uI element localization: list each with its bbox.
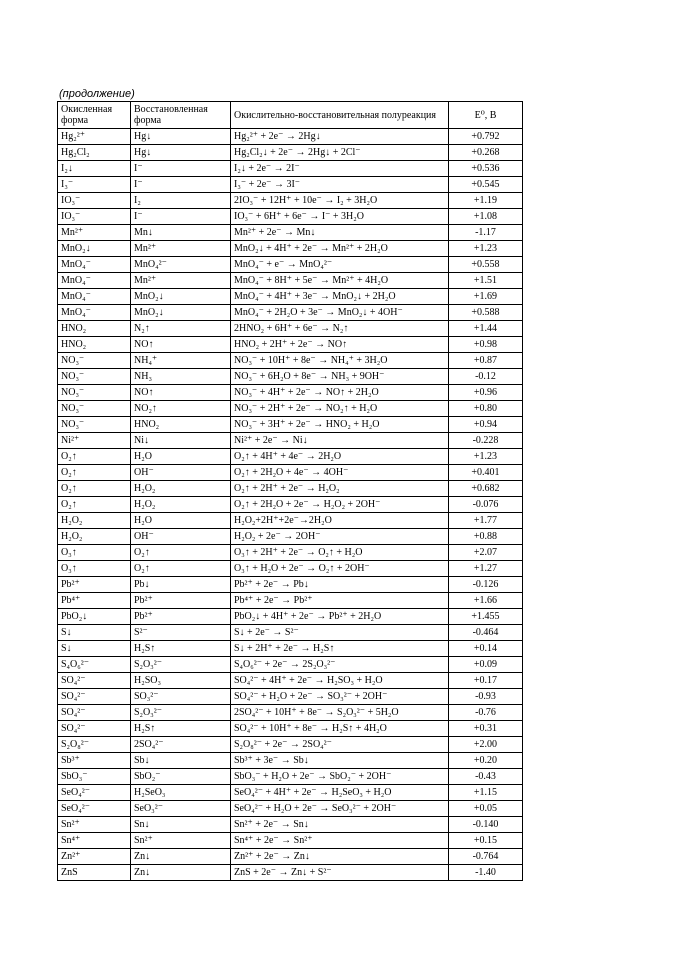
potential-cell: -0.140 <box>449 817 523 833</box>
half-reaction-cell: SbO₃⁻ + H₂O + 2e⁻ → SbO₂⁻ + 2OH⁻ <box>231 769 449 785</box>
reduced-form-cell: HNO₂ <box>131 417 231 433</box>
reduced-form-cell: I₂ <box>131 193 231 209</box>
potential-cell: +0.15 <box>449 833 523 849</box>
table-row <box>58 465 523 481</box>
half-reaction-cell: MnO₂↓ + 4H⁺ + 2e⁻ → Mn²⁺ + 2H₂O <box>231 241 449 257</box>
half-reaction-cell: Sn²⁺ + 2e⁻ → Sn↓ <box>231 817 449 833</box>
potential-cell: +1.77 <box>449 513 523 529</box>
table-row <box>58 561 523 577</box>
half-reaction-cell: H₂O₂ + 2e⁻ → 2OH⁻ <box>231 529 449 545</box>
oxidized-form-cell: O₃↑ <box>58 561 131 577</box>
half-reaction-cell: S↓ + 2H⁺ + 2e⁻ → H₂S↑ <box>231 641 449 657</box>
reduced-form-cell: Pb↓ <box>131 577 231 593</box>
half-reaction-cell: O₃↑ + 2H⁺ + 2e⁻ → O₂↑ + H₂O <box>231 545 449 561</box>
table-row <box>58 129 523 145</box>
oxidized-form-cell: I₃⁻ <box>58 177 131 193</box>
table-row <box>58 497 523 513</box>
table-row <box>58 289 523 305</box>
reduced-form-cell: NO₂↑ <box>131 401 231 417</box>
oxidized-form-cell: PbO₂↓ <box>58 609 131 625</box>
reduced-form-cell: H₂SeO₃ <box>131 785 231 801</box>
table-row <box>58 241 523 257</box>
oxidized-form-cell: IO₃⁻ <box>58 209 131 225</box>
reduced-form-cell: S²⁻ <box>131 625 231 641</box>
oxidized-form-cell: SO₄²⁻ <box>58 721 131 737</box>
potential-cell: -0.12 <box>449 369 523 385</box>
potential-cell: -0.43 <box>449 769 523 785</box>
reduced-form-cell: H₂SO₃ <box>131 673 231 689</box>
oxidized-form-cell: MnO₄⁻ <box>58 305 131 321</box>
oxidized-form-cell: SO₄²⁻ <box>58 689 131 705</box>
half-reaction-cell: HNO₂ + 2H⁺ + 2e⁻ → NO↑ <box>231 337 449 353</box>
reduced-form-cell: O₂↑ <box>131 561 231 577</box>
half-reaction-cell: NO₃⁻ + 3H⁺ + 2e⁻ → HNO₂ + H₂O <box>231 417 449 433</box>
half-reaction-cell: MnO₄⁻ + 4H⁺ + 3e⁻ → MnO₂↓ + 2H₂O <box>231 289 449 305</box>
half-reaction-cell: Zn²⁺ + 2e⁻ → Zn↓ <box>231 849 449 865</box>
oxidized-form-cell: Pb⁴⁺ <box>58 593 131 609</box>
half-reaction-cell: IO₃⁻ + 6H⁺ + 6e⁻ → I⁻ + 3H₂O <box>231 209 449 225</box>
table-row <box>58 657 523 673</box>
table-row <box>58 273 523 289</box>
oxidized-form-cell: O₂↑ <box>58 465 131 481</box>
half-reaction-cell: S₂O₈²⁻ + 2e⁻ → 2SO₄²⁻ <box>231 737 449 753</box>
table-row <box>58 593 523 609</box>
potential-cell: +1.19 <box>449 193 523 209</box>
table-row <box>58 337 523 353</box>
table-row <box>58 417 523 433</box>
half-reaction-cell: NO₃⁻ + 10H⁺ + 8e⁻ → NH₄⁺ + 3H₂O <box>231 353 449 369</box>
header-oxidized-form: Окисленная форма <box>58 102 131 129</box>
oxidized-form-cell: S↓ <box>58 625 131 641</box>
table-row <box>58 161 523 177</box>
table-row <box>58 433 523 449</box>
reduced-form-cell: Sn↓ <box>131 817 231 833</box>
potential-cell: -1.17 <box>449 225 523 241</box>
table-header-row <box>58 102 523 129</box>
oxidized-form-cell: MnO₄⁻ <box>58 273 131 289</box>
reduced-form-cell: S₂O₃²⁻ <box>131 657 231 673</box>
oxidized-form-cell: NO₃⁻ <box>58 385 131 401</box>
potential-cell: +0.536 <box>449 161 523 177</box>
reduced-form-cell: Mn²⁺ <box>131 273 231 289</box>
reduced-form-cell: 2SO₄²⁻ <box>131 737 231 753</box>
potential-cell: +2.07 <box>449 545 523 561</box>
reduced-form-cell: Zn↓ <box>131 865 231 881</box>
potential-cell: +1.455 <box>449 609 523 625</box>
half-reaction-cell: SO₄²⁻ + H₂O + 2e⁻ → SO₃²⁻ + 2OH⁻ <box>231 689 449 705</box>
table-row <box>58 849 523 865</box>
potential-cell: +0.545 <box>449 177 523 193</box>
table-row <box>58 385 523 401</box>
potential-cell: +0.558 <box>449 257 523 273</box>
half-reaction-cell: SeO₄²⁻ + H₂O + 2e⁻ → SeO₃²⁻ + 2OH⁻ <box>231 801 449 817</box>
reduced-form-cell: Hg↓ <box>131 145 231 161</box>
reduced-form-cell: Zn↓ <box>131 849 231 865</box>
table-row <box>58 321 523 337</box>
potential-cell: +0.94 <box>449 417 523 433</box>
potential-cell: +0.31 <box>449 721 523 737</box>
table-row <box>58 721 523 737</box>
oxidized-form-cell: Sn⁴⁺ <box>58 833 131 849</box>
table-row <box>58 449 523 465</box>
potential-cell: +0.682 <box>449 481 523 497</box>
table-row <box>58 689 523 705</box>
table-row <box>58 817 523 833</box>
reduced-form-cell: H₂O <box>131 449 231 465</box>
table-row <box>58 401 523 417</box>
table-row <box>58 529 523 545</box>
reduced-form-cell: Sn²⁺ <box>131 833 231 849</box>
oxidized-form-cell: I₂↓ <box>58 161 131 177</box>
reduced-form-cell: H₂S↑ <box>131 641 231 657</box>
oxidized-form-cell: SeO₄²⁻ <box>58 801 131 817</box>
half-reaction-cell: Hg₂²⁺ + 2e⁻ → 2Hg↓ <box>231 129 449 145</box>
potential-cell: +1.23 <box>449 241 523 257</box>
table-caption: (продолжение) <box>59 88 135 100</box>
potential-cell: +0.80 <box>449 401 523 417</box>
reduced-form-cell: MnO₄²⁻ <box>131 257 231 273</box>
oxidized-form-cell: NO₃⁻ <box>58 401 131 417</box>
half-reaction-cell: O₂↑ + 2H₂O + 4e⁻ → 4OH⁻ <box>231 465 449 481</box>
oxidized-form-cell: Hg₂²⁺ <box>58 129 131 145</box>
reduced-form-cell: Sb↓ <box>131 753 231 769</box>
oxidized-form-cell: NO₃⁻ <box>58 417 131 433</box>
table-row <box>58 145 523 161</box>
potential-cell: +1.69 <box>449 289 523 305</box>
table-row <box>58 225 523 241</box>
half-reaction-cell: NO₃⁻ + 4H⁺ + 2e⁻ → NO↑ + 2H₂O <box>231 385 449 401</box>
half-reaction-cell: NO₃⁻ + 6H₂O + 8e⁻ → NH₃ + 9OH⁻ <box>231 369 449 385</box>
half-reaction-cell: MnO₄⁻ + e⁻ → MnO₄²⁻ <box>231 257 449 273</box>
table-row <box>58 177 523 193</box>
reduced-form-cell: SeO₃²⁻ <box>131 801 231 817</box>
half-reaction-cell: SeO₄²⁻ + 4H⁺ + 2e⁻ → H₂SeO₃ + H₂O <box>231 785 449 801</box>
potential-cell: -0.126 <box>449 577 523 593</box>
table-row <box>58 513 523 529</box>
oxidized-form-cell: Mn²⁺ <box>58 225 131 241</box>
potential-cell: +0.98 <box>449 337 523 353</box>
oxidized-form-cell: S₄O₆²⁻ <box>58 657 131 673</box>
reduced-form-cell: NO↑ <box>131 337 231 353</box>
potential-cell: -1.40 <box>449 865 523 881</box>
half-reaction-cell: O₂↑ + 2H₂O + 2e⁻ → H₂O₂ + 2OH⁻ <box>231 497 449 513</box>
table-row <box>58 545 523 561</box>
potential-cell: +1.15 <box>449 785 523 801</box>
reduced-form-cell: NH₃ <box>131 369 231 385</box>
table-row <box>58 481 523 497</box>
potential-cell: +0.87 <box>449 353 523 369</box>
table-row <box>58 705 523 721</box>
half-reaction-cell: Ni²⁺ + 2e⁻ → Ni↓ <box>231 433 449 449</box>
table-row <box>58 833 523 849</box>
oxidized-form-cell: S₂O₈²⁻ <box>58 737 131 753</box>
potential-cell: +1.23 <box>449 449 523 465</box>
reduced-form-cell: H₂O <box>131 513 231 529</box>
half-reaction-cell: Pb²⁺ + 2e⁻ → Pb↓ <box>231 577 449 593</box>
potential-cell: +1.51 <box>449 273 523 289</box>
reduced-form-cell: Pb²⁺ <box>131 609 231 625</box>
half-reaction-cell: Mn²⁺ + 2e⁻ → Mn↓ <box>231 225 449 241</box>
half-reaction-cell: 2HNO₂ + 6H⁺ + 6e⁻ → N₂↑ <box>231 321 449 337</box>
potential-cell: +0.88 <box>449 529 523 545</box>
potential-cell: +0.96 <box>449 385 523 401</box>
oxidized-form-cell: SeO₄²⁻ <box>58 785 131 801</box>
potential-cell: +0.09 <box>449 657 523 673</box>
oxidized-form-cell: O₂↑ <box>58 497 131 513</box>
table-row <box>58 737 523 753</box>
table-row <box>58 769 523 785</box>
potential-cell: -0.76 <box>449 705 523 721</box>
reduced-form-cell: OH⁻ <box>131 529 231 545</box>
reduced-form-cell: SO₃²⁻ <box>131 689 231 705</box>
reduced-form-cell: H₂S↑ <box>131 721 231 737</box>
reduced-form-cell: N₂↑ <box>131 321 231 337</box>
potential-cell: +0.268 <box>449 145 523 161</box>
oxidized-form-cell: SO₄²⁻ <box>58 705 131 721</box>
half-reaction-cell: ZnS + 2e⁻ → Zn↓ + S²⁻ <box>231 865 449 881</box>
table-row <box>58 785 523 801</box>
reduced-form-cell: I⁻ <box>131 177 231 193</box>
reduced-form-cell: O₂↑ <box>131 545 231 561</box>
oxidized-form-cell: H₂O₂ <box>58 513 131 529</box>
potential-cell: +0.14 <box>449 641 523 657</box>
table-row <box>58 673 523 689</box>
table-row <box>58 625 523 641</box>
half-reaction-cell: I₃⁻ + 2e⁻ → 3I⁻ <box>231 177 449 193</box>
potential-cell: +0.588 <box>449 305 523 321</box>
reduced-form-cell: MnO₂↓ <box>131 289 231 305</box>
reduced-form-cell: Mn²⁺ <box>131 241 231 257</box>
potential-cell: +1.08 <box>449 209 523 225</box>
reduced-form-cell: H₂O₂ <box>131 497 231 513</box>
half-reaction-cell: 2IO₃⁻ + 12H⁺ + 10e⁻ → I₂ + 3H₂O <box>231 193 449 209</box>
half-reaction-cell: S↓ + 2e⁻ → S²⁻ <box>231 625 449 641</box>
table-row <box>58 305 523 321</box>
header-standard-potential: E⁰, В <box>449 102 523 129</box>
reduced-form-cell: Hg↓ <box>131 129 231 145</box>
potential-cell: -0.93 <box>449 689 523 705</box>
table-row <box>58 209 523 225</box>
half-reaction-cell: PbO₂↓ + 4H⁺ + 2e⁻ → Pb²⁺ + 2H₂O <box>231 609 449 625</box>
half-reaction-cell: O₂↑ + 4H⁺ + 4e⁻ → 2H₂O <box>231 449 449 465</box>
table-row <box>58 577 523 593</box>
half-reaction-cell: Pb⁴⁺ + 2e⁻ → Pb²⁺ <box>231 593 449 609</box>
reduced-form-cell: I⁻ <box>131 161 231 177</box>
half-reaction-cell: H₂O₂+2H⁺+2e⁻→2H₂O <box>231 513 449 529</box>
potential-cell: +0.792 <box>449 129 523 145</box>
redox-potentials-table <box>57 101 523 881</box>
potential-cell: +1.44 <box>449 321 523 337</box>
half-reaction-cell: Sb³⁺ + 3e⁻ → Sb↓ <box>231 753 449 769</box>
potential-cell: +0.401 <box>449 465 523 481</box>
table-row <box>58 609 523 625</box>
oxidized-form-cell: SO₄²⁻ <box>58 673 131 689</box>
oxidized-form-cell: IO₃⁻ <box>58 193 131 209</box>
oxidized-form-cell: HNO₂ <box>58 337 131 353</box>
oxidized-form-cell: Ni²⁺ <box>58 433 131 449</box>
oxidized-form-cell: S↓ <box>58 641 131 657</box>
oxidized-form-cell: H₂O₂ <box>58 529 131 545</box>
half-reaction-cell: O₂↑ + 2H⁺ + 2e⁻ → H₂O₂ <box>231 481 449 497</box>
oxidized-form-cell: Sb³⁺ <box>58 753 131 769</box>
reduced-form-cell: OH⁻ <box>131 465 231 481</box>
oxidized-form-cell: HNO₂ <box>58 321 131 337</box>
table-row <box>58 353 523 369</box>
oxidized-form-cell: MnO₄⁻ <box>58 257 131 273</box>
oxidized-form-cell: O₂↑ <box>58 481 131 497</box>
potential-cell: +0.17 <box>449 673 523 689</box>
half-reaction-cell: O₃↑ + H₂O + 2e⁻ → O₂↑ + 2OH⁻ <box>231 561 449 577</box>
half-reaction-cell: MnO₄⁻ + 2H₂O + 3e⁻ → MnO₂↓ + 4OH⁻ <box>231 305 449 321</box>
oxidized-form-cell: NO₃⁻ <box>58 353 131 369</box>
potential-cell: -0.764 <box>449 849 523 865</box>
potential-cell: +0.05 <box>449 801 523 817</box>
reduced-form-cell: NO↑ <box>131 385 231 401</box>
potential-cell: +0.20 <box>449 753 523 769</box>
half-reaction-cell: 2SO₄²⁻ + 10H⁺ + 8e⁻ → S₂O₃²⁻ + 5H₂O <box>231 705 449 721</box>
header-reduced-form: Восстановленная форма <box>131 102 231 129</box>
table-row <box>58 193 523 209</box>
potential-cell: +1.27 <box>449 561 523 577</box>
oxidized-form-cell: O₂↑ <box>58 449 131 465</box>
oxidized-form-cell: Hg₂Cl₂ <box>58 145 131 161</box>
reduced-form-cell: SbO₂⁻ <box>131 769 231 785</box>
table-row <box>58 801 523 817</box>
table-row <box>58 753 523 769</box>
table-row <box>58 865 523 881</box>
half-reaction-cell: SO₄²⁻ + 4H⁺ + 2e⁻ → H₂SO₃ + H₂O <box>231 673 449 689</box>
half-reaction-cell: S₄O₆²⁻ + 2e⁻ → 2S₂O₃²⁻ <box>231 657 449 673</box>
reduced-form-cell: S₂O₃²⁻ <box>131 705 231 721</box>
oxidized-form-cell: SbO₃⁻ <box>58 769 131 785</box>
half-reaction-cell: SO₄²⁻ + 10H⁺ + 8e⁻ → H₂S↑ + 4H₂O <box>231 721 449 737</box>
potential-cell: +1.66 <box>449 593 523 609</box>
reduced-form-cell: MnO₂↓ <box>131 305 231 321</box>
oxidized-form-cell: Sn²⁺ <box>58 817 131 833</box>
half-reaction-cell: MnO₄⁻ + 8H⁺ + 5e⁻ → Mn²⁺ + 4H₂O <box>231 273 449 289</box>
half-reaction-cell: NO₃⁻ + 2H⁺ + 2e⁻ → NO₂↑ + H₂O <box>231 401 449 417</box>
oxidized-form-cell: NO₃⁻ <box>58 369 131 385</box>
half-reaction-cell: I₂↓ + 2e⁻ → 2I⁻ <box>231 161 449 177</box>
potential-cell: -0.464 <box>449 625 523 641</box>
oxidized-form-cell: ZnS <box>58 865 131 881</box>
oxidized-form-cell: Pb²⁺ <box>58 577 131 593</box>
reduced-form-cell: Pb²⁺ <box>131 593 231 609</box>
potential-cell: +2.00 <box>449 737 523 753</box>
reduced-form-cell: Mn↓ <box>131 225 231 241</box>
oxidized-form-cell: MnO₂↓ <box>58 241 131 257</box>
reduced-form-cell: H₂O₂ <box>131 481 231 497</box>
half-reaction-cell: Hg₂Cl₂↓ + 2e⁻ → 2Hg↓ + 2Cl⁻ <box>231 145 449 161</box>
table-row <box>58 641 523 657</box>
oxidized-form-cell: MnO₄⁻ <box>58 289 131 305</box>
potential-cell: -0.228 <box>449 433 523 449</box>
oxidized-form-cell: O₃↑ <box>58 545 131 561</box>
header-half-reaction: Окислительно-восстановительная полуреакция <box>231 102 449 129</box>
potential-cell: -0.076 <box>449 497 523 513</box>
reduced-form-cell: Ni↓ <box>131 433 231 449</box>
reduced-form-cell: NH₄⁺ <box>131 353 231 369</box>
half-reaction-cell: Sn⁴⁺ + 2e⁻ → Sn²⁺ <box>231 833 449 849</box>
oxidized-form-cell: Zn²⁺ <box>58 849 131 865</box>
table-row <box>58 369 523 385</box>
reduced-form-cell: I⁻ <box>131 209 231 225</box>
table-row <box>58 257 523 273</box>
